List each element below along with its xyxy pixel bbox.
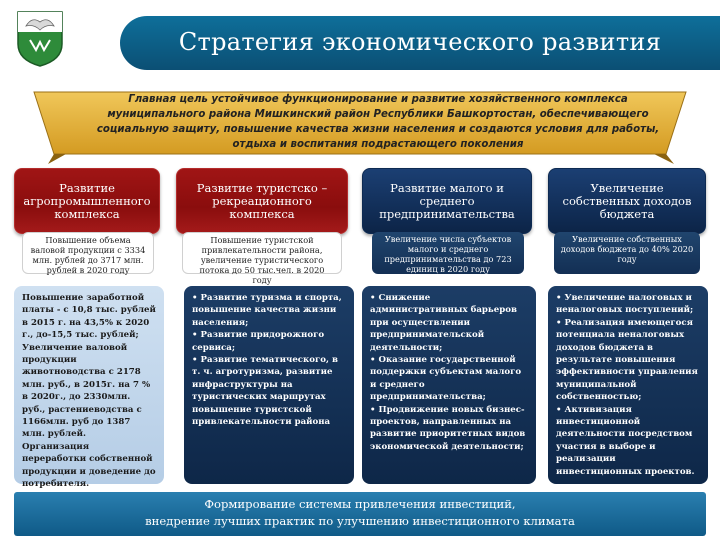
column-body-tourism [184,286,354,484]
column-indicator-agro [22,232,154,274]
body-item: • Увеличение налоговых и неналоговых поступлений; [556,293,694,316]
footer-text [14,496,706,530]
column-title: Развитие малого и среднего предпринимательства [379,180,515,221]
column-head-tourism [176,168,348,234]
footer-line-2: внедрение лучших практик по улучшению инвестиционного климата [145,514,575,528]
column-title: Увеличение собственных доходов бюджета [562,180,692,221]
body-item: • Снижение административных барьеров при осуществлении предпринимательской деятельности; [370,293,517,353]
body-item: • Активизация инвестиционной деятельности посредством участия в выборе и реализации инвестиционных проектов. [556,404,695,477]
body-item: • Развитие тематического, в т. ч. агротуризма, развитие инфраструктуры на туристических маршрутах повышение туристской привлекательности района [192,355,338,428]
header [0,0,720,78]
main-goal-banner [26,82,698,164]
column-title: Развитие туристско – рекреационного комплекса [196,180,328,221]
body-item: • Развитие туризма и спорта, повышение качества жизни населения; [192,293,342,328]
indicator-text: Увеличение собственных доходов бюджета до 40% 2020 году [560,234,694,264]
body-item: • Продвижение новых бизнес-проектов, направленных на развитие приоритетных видов экономической деятельности; [370,404,526,452]
footer-line-1: Формирование системы привлечения инвестиций, [204,497,516,511]
column-head-budget [548,168,706,234]
page-title: Стратегия экономического развития [178,28,662,56]
main-goal-text: Главная цель устойчивое функционирование и развитие хозяйственного комплекса муниципального района Мишкинский район Республики Башкортостан, обеспечивающего социальную защиту, повышение качества жизни населения и создаются условия для работы, отдыха и воспитания подрастающего поколения [96,94,660,150]
body-item: Увеличение валовой продукции животноводства с 2178 млн. руб., в 2015г. на 7 % в 2020г., до 2330млн. руб., растениеводства с 1166млн. руб до 1387 млн. рублей. [22,342,151,440]
indicator-text: Повышение объема валовой продукции с 3334 млн. рублей до 3717 млн. рублей в 2020 году [30,235,146,275]
column-indicator-tourism [182,232,342,285]
footer-banner [14,492,706,536]
body-item: • Развитие придорожного сервиса; [192,330,325,353]
title-bar [120,16,720,70]
column-head-agro [14,168,160,234]
column-body-sme [362,286,536,484]
body-item: Организация переработки собственной продукции и доведение до потребителя. [22,441,156,490]
column-body-budget [548,286,708,484]
indicator-text: Увеличение числа субъектов малого и среднего предпринимательства до 723 единиц в 2020 году [384,234,512,274]
column-head-sme [362,168,532,234]
indicator-text: Повышение туристской привлекательности района, увеличение туристического потока до 50 тыс.чел. в 2020 году [199,235,325,285]
body-item: • Реализация имеющегося потенциала неналоговых доходов бюджета в результате повышения эффективности управления муниципальной собственностью; [556,317,698,403]
column-body-agro [14,286,164,490]
column-indicator-sme [372,232,524,274]
body-item: • Оказание государственной поддержки субъектам малого и среднего предпринимательства; [370,355,522,403]
column-indicator-budget [554,232,700,274]
body-item: Повышение заработной платы - с 10,8 тыс. рублей в 2015 г. на 43,5% к 2020 г., до-15,5 тыс. рублей; [22,293,156,341]
column-title: Развитие агропромышленного комплекса [23,180,151,221]
coat-of-arms-icon [16,10,64,68]
